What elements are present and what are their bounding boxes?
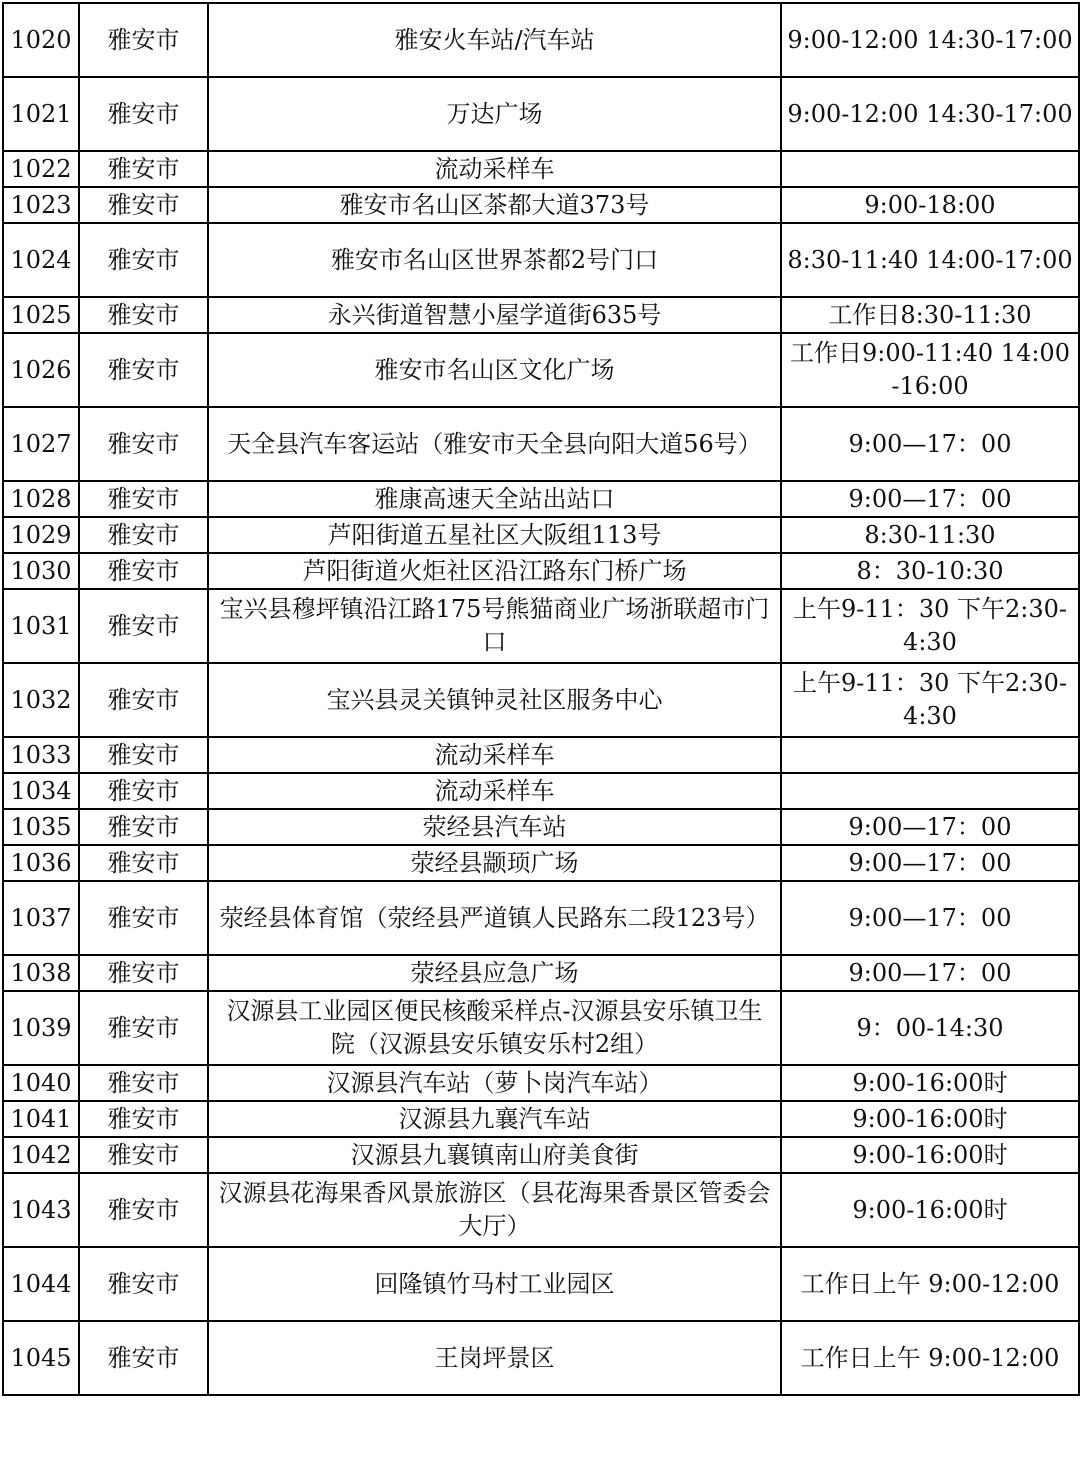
table-row	[3, 955, 1079, 991]
row-number-cell: 1044	[3, 1247, 79, 1321]
site-address-cell: 雅安市名山区文化广场	[208, 333, 781, 407]
service-hours-cell: 工作日上午 9:00-12:00	[781, 1321, 1079, 1395]
site-address-cell: 天全县汽车客运站（雅安市天全县向阳大道56号）	[208, 407, 781, 481]
city-cell: 雅安市	[79, 1065, 208, 1101]
table-row	[3, 3, 1079, 77]
table-row	[3, 1173, 1079, 1247]
site-address-cell: 芦阳街道火炬社区沿江路东门桥广场	[208, 553, 781, 589]
city-cell: 雅安市	[79, 773, 208, 809]
city-cell: 雅安市	[79, 737, 208, 773]
table-row	[3, 663, 1079, 737]
row-number-cell: 1030	[3, 553, 79, 589]
service-hours-cell: 8:30-11:30	[781, 517, 1079, 553]
row-number-cell: 1023	[3, 187, 79, 223]
city-cell: 雅安市	[79, 1137, 208, 1173]
row-number-cell: 1032	[3, 663, 79, 737]
city-cell: 雅安市	[79, 809, 208, 845]
service-hours-cell: 9:00-12:00 14:30-17:00	[781, 77, 1079, 151]
city-cell: 雅安市	[79, 553, 208, 589]
row-number-cell: 1025	[3, 297, 79, 333]
site-address-cell: 荥经县汽车站	[208, 809, 781, 845]
site-address-cell: 回隆镇竹马村工业园区	[208, 1247, 781, 1321]
service-hours-cell	[781, 151, 1079, 187]
table-row	[3, 773, 1079, 809]
city-cell: 雅安市	[79, 881, 208, 955]
city-cell: 雅安市	[79, 663, 208, 737]
service-hours-cell: 工作日9:00-11:40 14:00-16:00	[781, 333, 1079, 407]
site-address-cell: 雅安市名山区茶都大道373号	[208, 187, 781, 223]
table-row	[3, 333, 1079, 407]
site-address-cell: 汉源县花海果香风景旅游区（县花海果香景区管委会大厅）	[208, 1173, 781, 1247]
city-cell: 雅安市	[79, 151, 208, 187]
row-number-cell: 1042	[3, 1137, 79, 1173]
row-number-cell: 1041	[3, 1101, 79, 1137]
table-row	[3, 151, 1079, 187]
service-hours-cell	[781, 773, 1079, 809]
service-hours-cell: 8：30-10:30	[781, 553, 1079, 589]
table-row	[3, 589, 1079, 663]
site-address-cell: 万达广场	[208, 77, 781, 151]
table-row	[3, 553, 1079, 589]
city-cell: 雅安市	[79, 1101, 208, 1137]
table-row	[3, 77, 1079, 151]
site-address-cell: 雅安市名山区世界茶都2号门口	[208, 223, 781, 297]
service-hours-cell: 9:00—17：00	[781, 845, 1079, 881]
service-hours-cell: 上午9-11：30 下午2:30-4:30	[781, 663, 1079, 737]
table-row	[3, 881, 1079, 955]
service-hours-cell: 9:00-16:00时	[781, 1173, 1079, 1247]
service-hours-cell: 9:00—17：00	[781, 481, 1079, 517]
row-number-cell: 1035	[3, 809, 79, 845]
city-cell: 雅安市	[79, 77, 208, 151]
city-cell: 雅安市	[79, 407, 208, 481]
row-number-cell: 1036	[3, 845, 79, 881]
city-cell: 雅安市	[79, 481, 208, 517]
service-hours-cell: 9:00-12:00 14:30-17:00	[781, 3, 1079, 77]
service-hours-cell: 9:00—17：00	[781, 955, 1079, 991]
service-hours-cell: 上午9-11：30 下午2:30-4:30	[781, 589, 1079, 663]
site-address-cell: 汉源县九襄镇南山府美食街	[208, 1137, 781, 1173]
city-cell: 雅安市	[79, 187, 208, 223]
site-address-cell: 流动采样车	[208, 737, 781, 773]
row-number-cell: 1038	[3, 955, 79, 991]
city-cell: 雅安市	[79, 589, 208, 663]
row-number-cell: 1020	[3, 3, 79, 77]
table-row	[3, 517, 1079, 553]
city-cell: 雅安市	[79, 223, 208, 297]
table-row	[3, 737, 1079, 773]
table-row	[3, 407, 1079, 481]
site-address-cell: 宝兴县穆坪镇沿江路175号熊猫商业广场浙联超市门口	[208, 589, 781, 663]
site-address-cell: 芦阳街道五星社区大阪组113号	[208, 517, 781, 553]
city-cell: 雅安市	[79, 845, 208, 881]
table-row	[3, 1247, 1079, 1321]
service-hours-cell: 9:00-16:00时	[781, 1065, 1079, 1101]
service-hours-cell: 9:00-16:00时	[781, 1101, 1079, 1137]
row-number-cell: 1033	[3, 737, 79, 773]
table-row	[3, 1321, 1079, 1395]
row-number-cell: 1024	[3, 223, 79, 297]
row-number-cell: 1028	[3, 481, 79, 517]
site-address-cell: 荥经县体育馆（荥经县严道镇人民路东二段123号）	[208, 881, 781, 955]
service-hours-cell: 9:00—17：00	[781, 881, 1079, 955]
table-row	[3, 845, 1079, 881]
city-cell: 雅安市	[79, 517, 208, 553]
service-hours-cell: 9:00-18:00	[781, 187, 1079, 223]
city-cell: 雅安市	[79, 3, 208, 77]
row-number-cell: 1029	[3, 517, 79, 553]
row-number-cell: 1045	[3, 1321, 79, 1395]
row-number-cell: 1031	[3, 589, 79, 663]
table-row	[3, 1137, 1079, 1173]
row-number-cell: 1026	[3, 333, 79, 407]
city-cell: 雅安市	[79, 333, 208, 407]
row-number-cell: 1021	[3, 77, 79, 151]
row-number-cell: 1037	[3, 881, 79, 955]
row-number-cell: 1034	[3, 773, 79, 809]
city-cell: 雅安市	[79, 991, 208, 1065]
table-row	[3, 297, 1079, 333]
city-cell: 雅安市	[79, 1173, 208, 1247]
site-address-cell: 王岗坪景区	[208, 1321, 781, 1395]
site-address-cell: 汉源县汽车站（萝卜岗汽车站）	[208, 1065, 781, 1101]
site-address-cell: 流动采样车	[208, 151, 781, 187]
service-hours-cell: 9：00-14:30	[781, 991, 1079, 1065]
city-cell: 雅安市	[79, 1321, 208, 1395]
service-hours-cell: 工作日上午 9:00-12:00	[781, 1247, 1079, 1321]
service-hours-cell	[781, 737, 1079, 773]
site-address-cell: 雅安火车站/汽车站	[208, 3, 781, 77]
service-hours-cell: 8:30-11:40 14:00-17:00	[781, 223, 1079, 297]
row-number-cell: 1043	[3, 1173, 79, 1247]
testing-sites-table	[2, 2, 1080, 1396]
row-number-cell: 1039	[3, 991, 79, 1065]
service-hours-cell: 9:00-16:00时	[781, 1137, 1079, 1173]
table-row	[3, 809, 1079, 845]
table-row	[3, 1101, 1079, 1137]
site-address-cell: 汉源县九襄汽车站	[208, 1101, 781, 1137]
city-cell: 雅安市	[79, 955, 208, 991]
city-cell: 雅安市	[79, 297, 208, 333]
city-cell: 雅安市	[79, 1247, 208, 1321]
service-hours-cell: 9:00—17：00	[781, 407, 1079, 481]
row-number-cell: 1040	[3, 1065, 79, 1101]
row-number-cell: 1022	[3, 151, 79, 187]
table-row	[3, 1065, 1079, 1101]
table-row	[3, 991, 1079, 1065]
site-address-cell: 宝兴县灵关镇钟灵社区服务中心	[208, 663, 781, 737]
site-address-cell: 荥经县颛顼广场	[208, 845, 781, 881]
site-address-cell: 流动采样车	[208, 773, 781, 809]
service-hours-cell: 9:00—17：00	[781, 809, 1079, 845]
table-row	[3, 481, 1079, 517]
row-number-cell: 1027	[3, 407, 79, 481]
table-row	[3, 187, 1079, 223]
table-body	[3, 3, 1079, 1395]
site-address-cell: 荥经县应急广场	[208, 955, 781, 991]
site-address-cell: 汉源县工业园区便民核酸采样点-汉源县安乐镇卫生院（汉源县安乐镇安乐村2组）	[208, 991, 781, 1065]
table-row	[3, 223, 1079, 297]
site-address-cell: 永兴街道智慧小屋学道街635号	[208, 297, 781, 333]
service-hours-cell: 工作日8:30-11:30	[781, 297, 1079, 333]
site-address-cell: 雅康高速天全站出站口	[208, 481, 781, 517]
